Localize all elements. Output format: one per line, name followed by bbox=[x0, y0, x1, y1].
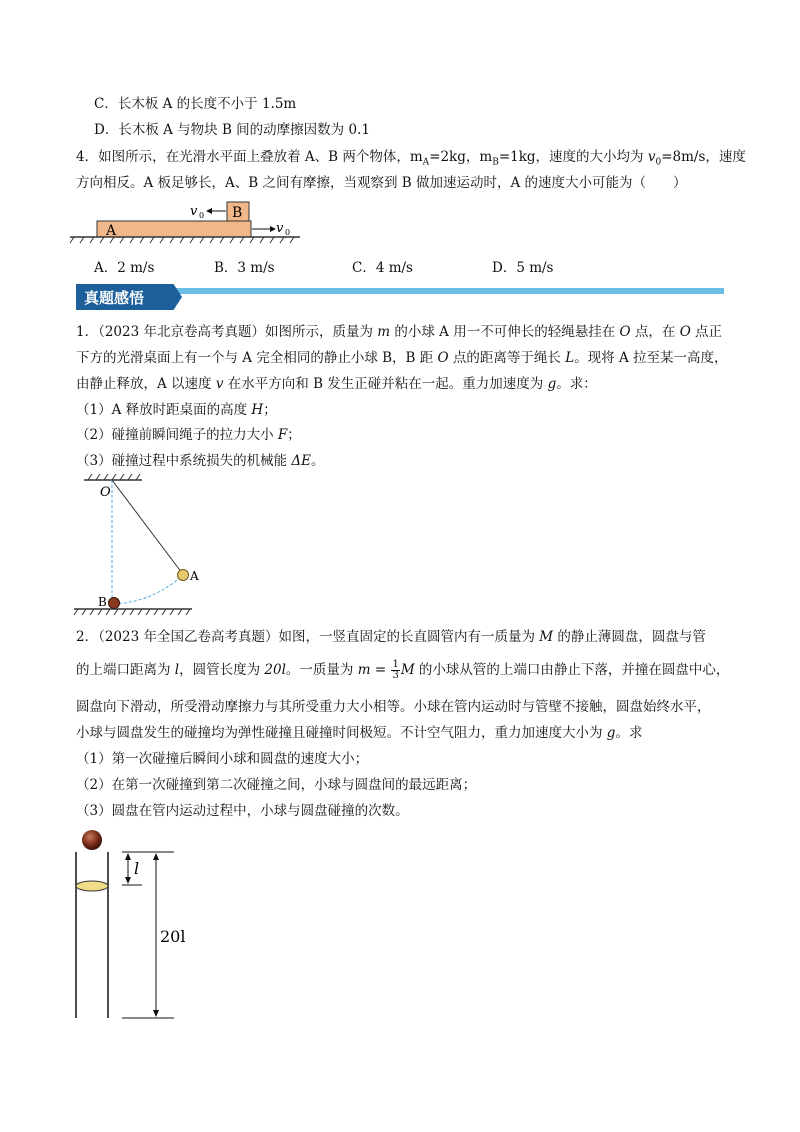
p2-line2: 的上端口距离为 l，圆管长度为 20l。一质量为 m = $\frac{1}{3}$ M 的小球从管的上端口由静止下落，并撞在圆盘中心， bbox=[76, 659, 730, 681]
q4-option-a: A．2 m/s bbox=[94, 260, 155, 276]
disk bbox=[76, 881, 108, 891]
q4-figure bbox=[70, 196, 310, 246]
label-v0-left: v bbox=[190, 204, 198, 219]
fraction-one-third: $\frac{1}{3}$ bbox=[392, 659, 399, 681]
ball bbox=[82, 830, 102, 850]
p1-sub3: （3）碰撞过程中系统损失的机械能 ΔE。 bbox=[76, 453, 325, 469]
label-a: A bbox=[106, 223, 117, 239]
p2-line1: 2．（2023 年全国乙卷高考真题）如图，一竖直固定的长直圆管内有一质量为 M 的静止薄圆盘，圆盘与管 bbox=[76, 629, 706, 645]
p1-pendulum-figure bbox=[70, 474, 220, 616]
p1-line2: 下方的光滑桌面上有一个与 A 完全相同的静止小球 B，B 距 O 点的距离等于绳长 L。现将 A 拉至某一高度， bbox=[76, 350, 728, 366]
svg-text:0: 0 bbox=[285, 228, 291, 237]
p1-sub1: （1）A 释放时距桌面的高度 H； bbox=[76, 402, 277, 418]
p1-sub2: （2）碰撞前瞬间绳子的拉力大小 F； bbox=[76, 427, 301, 443]
q3-option-c: C．长木板 A 的长度不小于 1.5m bbox=[94, 96, 297, 112]
svg-text:0: 0 bbox=[199, 211, 205, 220]
q3-option-d: D．长木板 A 与物块 B 间的动摩擦因数为 0.1 bbox=[94, 122, 370, 138]
label-a: A bbox=[190, 569, 199, 583]
q4-line2: 方向相反。A 板足够长，A、B 之间有摩擦，当观察到 B 做加速运动时，A 的速度大小可能为（ ） bbox=[76, 175, 687, 191]
q4-option-d: D．5 m/s bbox=[492, 260, 554, 276]
label-20l: 20l bbox=[160, 927, 186, 946]
section-banner bbox=[76, 284, 724, 310]
label-l: l bbox=[134, 859, 140, 878]
p2-sub2: （2）在第一次碰撞到第二次碰撞之间，小球与圆盘间的最远距离； bbox=[76, 777, 477, 793]
p1-line1: 1．（2023 年北京卷高考真题）如图所示，质量为 m 的小球 A 用一不可伸长的轻绳悬挂在 O 点，在 O 点正 bbox=[76, 324, 723, 340]
q4-line1: 4．如图所示，在光滑水平面上叠放着 A、B 两个物体，$m_A=2kg$，$m_B=1kg$，速度的大小均为 $v_0=8m/s$，速度 bbox=[76, 149, 746, 168]
label-o: O bbox=[100, 485, 111, 500]
p2-line4: 小球与圆盘发生的碰撞均为弹性碰撞且碰撞时间极短。不计空气阻力，重力加速度大小为 g。求 bbox=[76, 725, 643, 741]
p2-tube-figure bbox=[70, 826, 200, 1022]
q4-option-b: B．3 m/s bbox=[214, 260, 275, 276]
label-v0-right: v bbox=[276, 221, 284, 236]
p2-sub3: （3）圆盘在管内运动过程中，小球与圆盘碰撞的次数。 bbox=[76, 803, 409, 819]
p1-line3: 由静止释放，A 以速度 v 在水平方向和 B 发生正碰并粘在一起。重力加速度为 g。求： bbox=[76, 376, 597, 392]
p2-line3: 圆盘向下滑动，所受滑动摩擦力与其所受重力大小相等。小球在管内运动时与管壁不接触，圆盘始终水平， bbox=[76, 699, 711, 715]
label-b: B bbox=[98, 595, 107, 609]
label-b: B bbox=[232, 205, 243, 221]
section-title: 真题感悟 bbox=[84, 289, 145, 307]
banner-bar bbox=[176, 288, 724, 294]
q4-option-c: C．4 m/s bbox=[352, 260, 413, 276]
p2-sub1: （1）第一次碰撞后瞬间小球和圆盘的速度大小； bbox=[76, 751, 369, 767]
